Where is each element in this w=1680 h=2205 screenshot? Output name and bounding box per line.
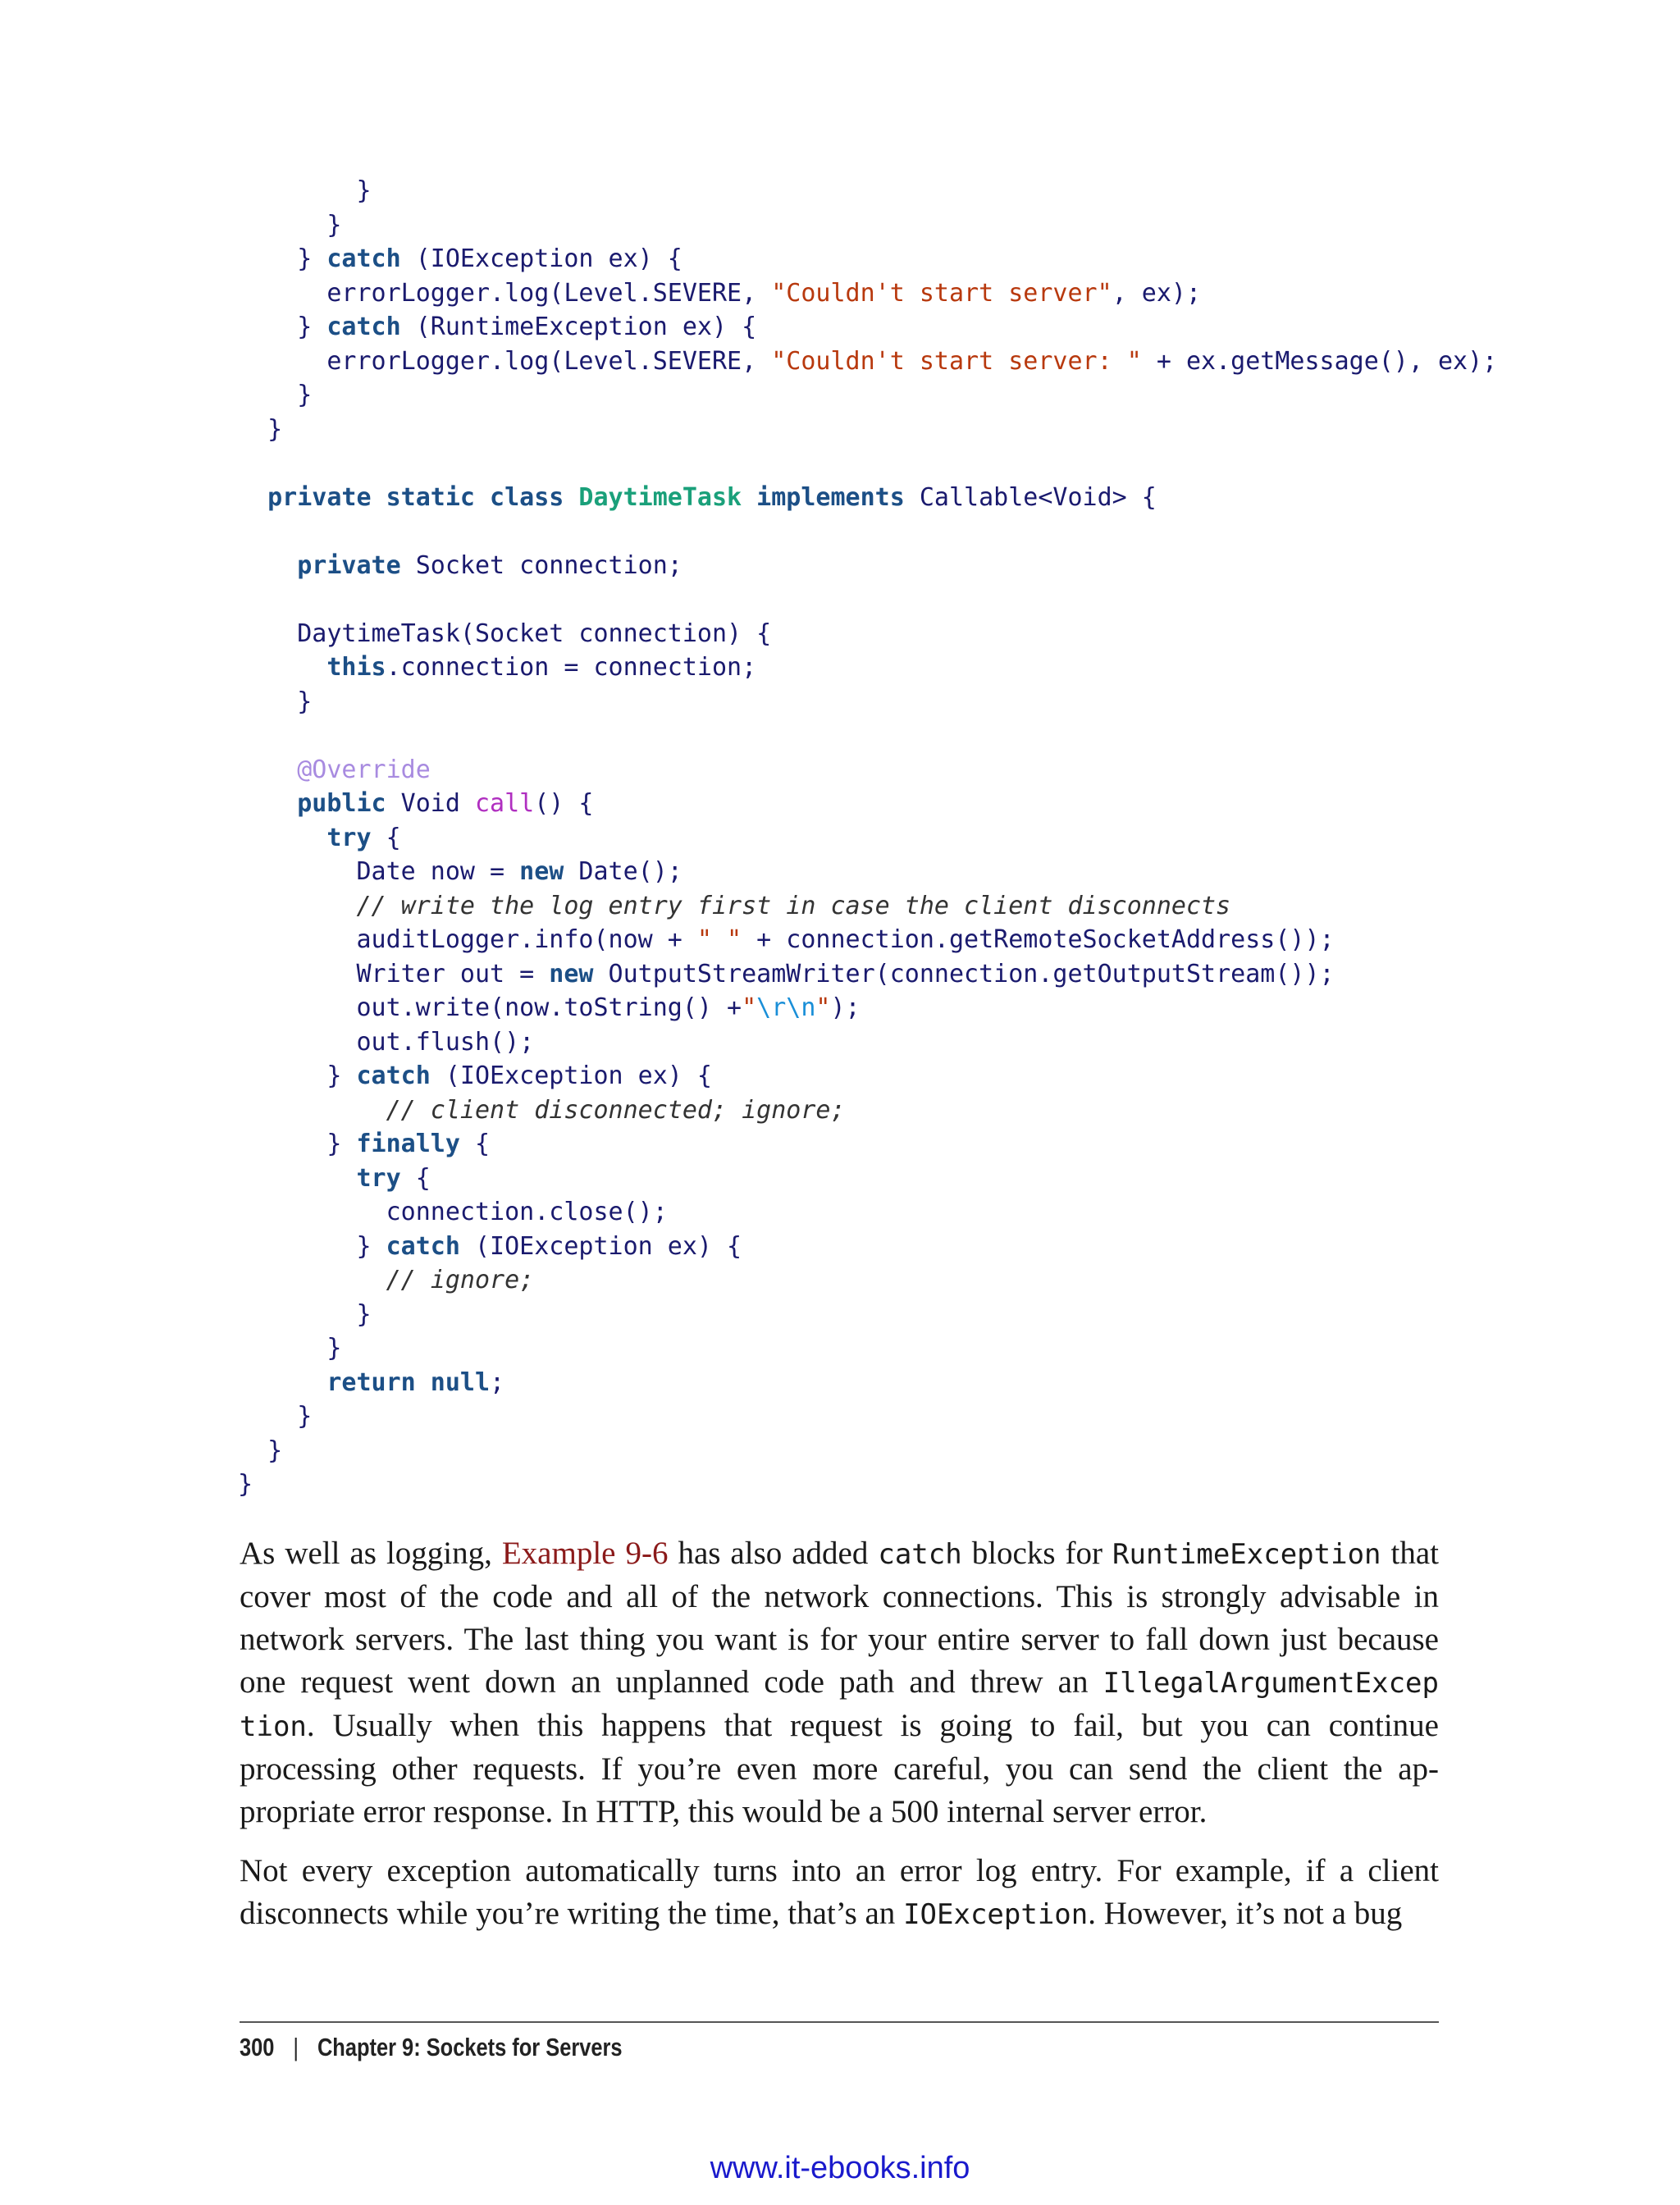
code-keyword: private [238, 550, 401, 580]
code-text: (RuntimeException ex) { [400, 313, 757, 341]
code-text: OutputStreamWriter(connection.getOutputStream()); [593, 959, 1335, 988]
footer-separator: | [293, 2033, 299, 2061]
code-keyword: catch [326, 313, 401, 341]
code-comment: // client disconnected; ignore; [238, 1095, 846, 1125]
code-text: (IOException ex) { [430, 1061, 712, 1090]
code-blank-line [238, 719, 1452, 753]
code-line [238, 889, 1452, 924]
code-line [238, 276, 1452, 311]
code-text: } [238, 1334, 342, 1363]
code-line [238, 1127, 1452, 1162]
code-listing [238, 174, 1498, 1502]
code-text: Socket connection; [400, 550, 682, 580]
code-text: } [238, 1436, 283, 1465]
code-line [238, 208, 1452, 243]
code-string: " [815, 993, 831, 1022]
code-line [238, 1331, 1452, 1366]
code-text: } [238, 414, 283, 444]
code-text: } [238, 210, 342, 240]
code-line [238, 617, 1452, 651]
code-text: Writer out = [238, 959, 550, 988]
paragraph-text: has also added [668, 1536, 879, 1571]
code-text: ; [490, 1367, 505, 1397]
code-text: } [238, 381, 313, 409]
code-text: out.write(now.toString() + [238, 993, 742, 1022]
code-blank-line [238, 446, 1452, 481]
inline-code: IllegalArgumentExcep tion [240, 1667, 1439, 1743]
code-line [238, 1162, 1452, 1196]
code-text: ); [830, 993, 861, 1022]
code-line [238, 1298, 1452, 1332]
code-keyword: public [238, 789, 386, 818]
code-keyword: private static class [238, 482, 579, 512]
code-text: () { [534, 789, 594, 818]
code-text: } [238, 1299, 372, 1329]
paragraph-text: blocks for [961, 1536, 1112, 1571]
code-line [238, 413, 1452, 447]
code-line [238, 174, 1452, 208]
code-string: "Couldn't start server" [771, 278, 1112, 308]
code-text: Callable<Void> { [904, 482, 1157, 512]
page-footer [240, 2033, 623, 2062]
code-line [238, 685, 1452, 719]
paragraph-text: . Usually when this happens that request is going to fail, but you can continue processing other requests. If you’re even more careful, you can send the client the ap‐ propriate error response. In HTTP, this would be a 500 internal server error. [240, 1708, 1439, 1829]
code-text: { [459, 1130, 491, 1158]
code-line [238, 1093, 1452, 1128]
body-paragraph [240, 1850, 1439, 1936]
code-keyword: new [519, 857, 564, 886]
code-class-name: DaytimeTask [578, 482, 742, 512]
code-line [238, 821, 1452, 856]
code-text: } [238, 1130, 357, 1158]
code-text: DaytimeTask(Socket connection) { [238, 619, 772, 648]
code-line [238, 1366, 1452, 1400]
code-blank-line [238, 582, 1452, 617]
code-line [238, 481, 1452, 515]
code-text: } [238, 1231, 386, 1261]
code-text: Date(); [564, 857, 682, 886]
code-line [238, 242, 1452, 276]
paragraph-text: As well as logging, [240, 1536, 502, 1571]
code-keyword: finally [356, 1130, 460, 1158]
code-keyword: try [238, 1163, 401, 1193]
code-method-name: call [475, 789, 535, 818]
code-comment: // write the log entry first in case the client disconnects [238, 891, 1231, 920]
code-line [238, 957, 1452, 992]
code-line [238, 855, 1452, 889]
code-text: connection.close(); [238, 1198, 668, 1226]
code-line [238, 1399, 1452, 1434]
code-line [238, 1263, 1452, 1298]
code-string: " " [696, 925, 742, 954]
inline-code: IOException [903, 1898, 1089, 1931]
code-line [238, 991, 1452, 1025]
code-text: (IOException ex) { [400, 244, 682, 273]
code-text: out.flush(); [238, 1027, 535, 1057]
code-text: } [238, 687, 313, 716]
chapter-title: Chapter 9: Sockets for Servers [317, 2033, 623, 2061]
paragraph-text: Not every exception automatically turns into an error log entry. For example, if a client disconnects while you’re writing the time, that’s an [240, 1853, 1439, 1931]
inline-code: RuntimeException [1112, 1538, 1381, 1571]
code-keyword: implements [742, 482, 905, 512]
code-text: .connection = connection; [386, 653, 757, 682]
code-keyword: catch [386, 1231, 460, 1261]
code-line [238, 310, 1452, 345]
code-text: auditLogger.info(now + [238, 925, 697, 954]
paragraph-text: . However, it’s not a bug [1088, 1896, 1403, 1931]
paragraph-text: that cover most of the code and all of the network connections. This is strongly advisable in network servers. The last thing you want is for your entire server to fall down just because one request went down an unplanned code path and threw an [240, 1536, 1439, 1700]
code-line [238, 549, 1452, 583]
code-line [238, 1468, 1452, 1502]
code-text: } [238, 1402, 313, 1431]
code-text: } [238, 1061, 357, 1090]
code-line [238, 378, 1452, 413]
code-annotation: @Override [238, 755, 431, 784]
example-cross-reference-link[interactable]: Example 9-6 [501, 1536, 669, 1571]
inline-code: catch [878, 1538, 962, 1571]
code-keyword: catch [326, 244, 401, 273]
code-text: + ex.getMessage(), ex); [1141, 346, 1498, 376]
code-keyword: this [238, 653, 386, 682]
code-text: , ex); [1112, 278, 1202, 308]
code-line [238, 753, 1452, 788]
code-line [238, 345, 1498, 379]
body-paragraph [240, 1532, 1439, 1833]
code-text: Date now = [238, 857, 520, 886]
code-text: { [400, 1163, 431, 1193]
code-string: " [742, 993, 757, 1022]
code-text: errorLogger.log(Level.SEVERE, [238, 278, 772, 308]
code-escape: \r\n [756, 993, 816, 1022]
code-keyword: return null [238, 1367, 491, 1397]
code-line [238, 1230, 1452, 1264]
footer-divider [240, 2021, 1439, 2023]
code-text: } [238, 313, 327, 341]
code-text: + connection.getRemoteSocketAddress()); [742, 925, 1335, 954]
code-line [238, 1195, 1452, 1230]
code-text: { [371, 823, 401, 852]
code-line [238, 651, 1452, 685]
code-line [238, 787, 1452, 821]
code-string: "Couldn't start server: " [771, 346, 1142, 376]
code-blank-line [238, 514, 1452, 549]
page-number: 300 [240, 2033, 275, 2061]
code-text: (IOException ex) { [459, 1231, 742, 1261]
watermark-link[interactable]: www.it-ebooks.info [710, 2151, 970, 2185]
code-line [238, 1059, 1452, 1093]
code-keyword: catch [356, 1061, 431, 1090]
code-text: Void [386, 789, 475, 818]
code-text: } [238, 1470, 253, 1499]
code-text: } [238, 176, 372, 205]
code-comment: // ignore; [238, 1266, 535, 1294]
code-keyword: new [549, 959, 594, 988]
code-line [238, 1434, 1452, 1468]
code-line [238, 923, 1452, 957]
code-text: } [238, 244, 327, 273]
code-keyword: try [238, 823, 372, 852]
code-line [238, 1025, 1452, 1060]
code-text: errorLogger.log(Level.SEVERE, [238, 346, 772, 376]
